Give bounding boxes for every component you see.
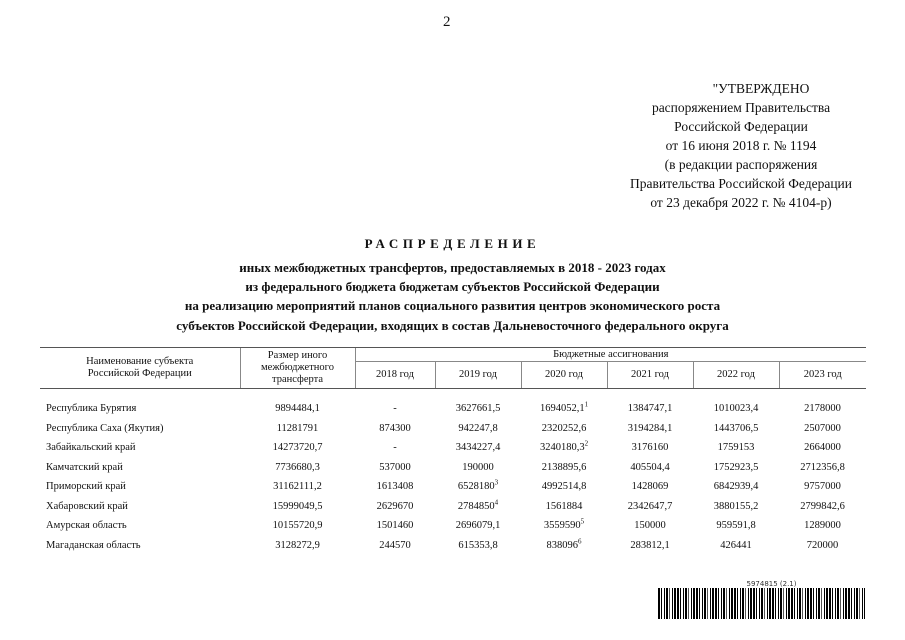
- transfer-total: 14273720,7: [272, 442, 323, 454]
- value-2022: 959591,8: [716, 520, 756, 532]
- value-2019: 190000: [462, 461, 494, 473]
- value-2019: 615353,8: [458, 539, 498, 551]
- value-text: 6528180: [457, 481, 495, 493]
- value-2022: 426441: [720, 539, 752, 551]
- value-2019: 2696079,1: [455, 520, 501, 532]
- value-text: 3559590: [543, 520, 581, 532]
- approval-line: от 23 декабря 2022 г. № 4104-р): [650, 195, 832, 210]
- value-2020: 2320252,6: [541, 422, 587, 434]
- transfer-total: 11281791: [276, 422, 319, 434]
- value-2022: 1759153: [717, 442, 755, 454]
- subject-name: Республика Саха (Якутия): [46, 422, 164, 434]
- header-year-2020: 2020 год: [521, 362, 607, 389]
- value-2018: 874300: [379, 422, 411, 434]
- transfer-total: 10155720,9: [272, 520, 323, 532]
- subject-name: Амурская область: [46, 520, 127, 532]
- value-2020: [521, 536, 607, 556]
- value-2021: 1384747,1: [627, 403, 673, 415]
- value-2023: 720000: [806, 539, 839, 551]
- value-2019: 3434227,4: [455, 442, 501, 454]
- value-2023: 9757000: [804, 481, 841, 493]
- header-transfer-line: трансферта: [272, 374, 323, 385]
- header-year-2019: 2019 год: [435, 362, 521, 389]
- value-2022: 1752923,5: [713, 461, 759, 473]
- value-2022: 1443706,5: [713, 422, 759, 434]
- value-2022: 6842939,4: [713, 481, 759, 493]
- transfer-total: 7736680,3: [275, 461, 320, 473]
- table-row: [40, 516, 866, 536]
- value-text: 2784850: [457, 500, 495, 512]
- header-subject-line: Наименование субъекта: [86, 356, 194, 367]
- value-2023: 2799842,6: [800, 500, 845, 512]
- document-title: РАСПРЕДЕЛЕНИЕ: [364, 236, 541, 251]
- header-subject: [40, 348, 240, 389]
- value-2021: 2342647,7: [627, 500, 673, 512]
- header-subject-line: Российской Федерации: [87, 368, 192, 379]
- value-2020: 4992514,8: [541, 481, 587, 493]
- header-transfer-size: [240, 348, 355, 389]
- footnote-mark: 5: [580, 517, 585, 526]
- subject-name: Республика Бурятия: [46, 403, 137, 415]
- approval-line: от 16 июня 2018 г. № 1194: [665, 138, 817, 153]
- value-2019: [435, 477, 521, 497]
- table-row: [40, 399, 866, 419]
- value-2020: [521, 516, 607, 536]
- footnote-mark: 4: [494, 498, 499, 507]
- table-row: [40, 438, 866, 458]
- value-2021: 3194284,1: [627, 422, 673, 434]
- value-2021: 3176160: [631, 442, 669, 454]
- value-2022: 3880155,2: [713, 500, 759, 512]
- approval-line: Российской Федерации: [674, 119, 808, 134]
- value-2021: 150000: [634, 520, 666, 532]
- value-text: 1694052,1: [539, 403, 585, 415]
- value-2018: 537000: [379, 461, 411, 473]
- subtitle-line: на реализацию мероприятий планов социального развития центров экономического роста: [184, 298, 721, 314]
- footnote-mark: 2: [584, 439, 589, 448]
- transfer-total: 9894484,1: [275, 403, 320, 415]
- subtitle-line: субъектов Российской Федерации, входящих в состав Дальневосточного федерального округа: [176, 317, 729, 333]
- subtitle-line: из федерального бюджета бюджетам субъектов Российской Федерации: [245, 279, 660, 295]
- value-2021: 1428069: [631, 481, 669, 493]
- value-2023: 2712356,8: [800, 461, 845, 473]
- value-2023: 2507000: [804, 422, 841, 434]
- value-2023: 1289000: [804, 520, 841, 532]
- value-text: 838096: [546, 539, 578, 551]
- spacer: [40, 389, 866, 400]
- table-row: [40, 536, 866, 556]
- footnote-mark: 3: [494, 478, 499, 487]
- header-transfer-line: Размер иного: [267, 350, 328, 361]
- table-row: [40, 419, 866, 439]
- table-row: [40, 458, 866, 478]
- value-2023: 2178000: [804, 403, 841, 415]
- value-text: 3240180,3: [539, 442, 585, 454]
- value-2020: 2138895,6: [541, 461, 587, 473]
- value-2020: [521, 399, 607, 419]
- value-2018: 1613408: [376, 481, 414, 493]
- value-2023: 2664000: [804, 442, 841, 454]
- value-2018: 2629670: [376, 500, 414, 512]
- transfer-total: 15999049,5: [272, 500, 323, 512]
- value-2019: 3627661,5: [455, 403, 501, 415]
- transfer-total: 31162111,2: [273, 481, 322, 493]
- header-transfer-line: межбюджетного: [261, 362, 334, 373]
- value-2022: 1010023,4: [713, 403, 759, 415]
- subject-name: Приморский край: [46, 481, 126, 493]
- value-2018: -: [393, 403, 397, 415]
- header-year-2021: 2021 год: [607, 362, 693, 389]
- header-year-2018: 2018 год: [355, 362, 435, 389]
- value-2019: 942247,8: [458, 422, 498, 434]
- table-row: [40, 477, 866, 497]
- value-2020: [521, 438, 607, 458]
- value-2018: 1501460: [376, 520, 414, 532]
- value-2021: 405504,4: [630, 461, 670, 473]
- subject-name: Магаданская область: [46, 539, 141, 551]
- approval-line: "УТВЕРЖДЕНО: [712, 81, 810, 96]
- approval-line: (в редакции распоряжения: [664, 157, 818, 172]
- value-2019: [435, 497, 521, 517]
- approval-stamp: [596, 79, 886, 212]
- value-2018: 244570: [379, 539, 411, 551]
- subtitle-line: иных межбюджетных трансфертов, предоставляемых в 2018 - 2023 годах: [239, 260, 666, 275]
- barcode-label: 5974815 (2.1): [746, 580, 797, 588]
- document-subtitle: [0, 258, 905, 335]
- value-2018: -: [393, 442, 397, 454]
- subject-name: Забайкальский край: [46, 442, 136, 454]
- footnote-mark: 1: [584, 400, 589, 409]
- header-year-2022: 2022 год: [693, 362, 779, 389]
- table-row: [40, 497, 866, 517]
- approval-line: Правительства Российской Федерации: [630, 176, 852, 191]
- distribution-table: [40, 347, 866, 555]
- header-budget-allocations: Бюджетные ассигнования: [355, 348, 866, 362]
- subject-name: Камчатский край: [46, 461, 123, 473]
- subject-name: Хабаровский край: [46, 500, 128, 512]
- approval-line: распоряжением Правительства: [651, 100, 831, 115]
- header-year-2023: 2023 год: [779, 362, 866, 389]
- page-number: 2: [443, 14, 451, 30]
- barcode-image: [658, 588, 865, 619]
- footnote-mark: 6: [578, 537, 582, 546]
- barcode-block: [650, 580, 865, 619]
- value-2021: 283812,1: [630, 539, 670, 551]
- value-2020: 1561884: [545, 500, 583, 512]
- transfer-total: 3128272,9: [275, 539, 320, 551]
